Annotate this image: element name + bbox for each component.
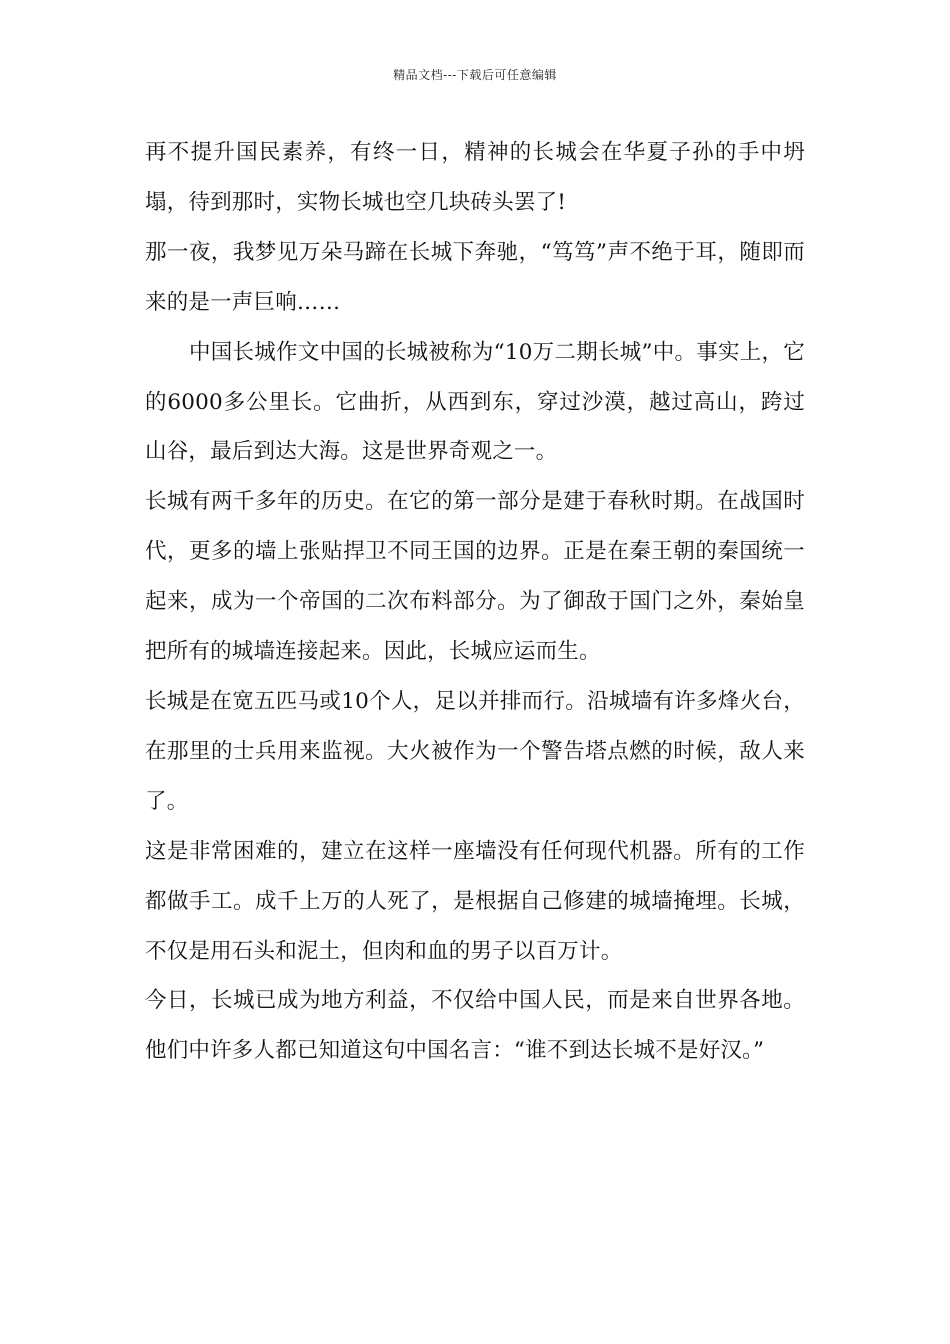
document-body — [145, 128, 805, 1076]
page-header: 精品文档---下载后可任意编辑 — [393, 68, 557, 82]
paragraph-2: 那一夜，我梦见万朵马蹄在长城下奔驰，“笃笃”声不绝于耳，随即而来的是一声巨响…… — [145, 239, 805, 315]
paragraph-4: 长城有两千多年的历史。在它的第一部分是建于春秋时期。在战国时代，更多的墙上张贴捍卫不同王国的边界。正是在秦王朝的秦国统一起来，成为一个帝国的二次布料部分。为了御敌于国门之外，秦始皇把所有的城墙连接起来。因此，长城应运而生。 — [145, 489, 805, 665]
paragraph-6: 这是非常困难的，建立在这样一座墙没有任何现代机器。所有的工作都做手工。成千上万的人死了，是根据自己修建的城墙掩埋。长城，不仅是用石头和泥土，但肉和血的男子以百万计。 — [145, 838, 805, 964]
paragraph-3: 中国长城作文中国的长城被称为“10万二期长城”中。事实上，它的6000多公里长。它曲折，从西到东，穿过沙漠，越过高山，跨过山谷，最后到达大海。这是世界奇观之一。 — [145, 339, 805, 465]
paragraph-7: 今日，长城已成为地方利益，不仅给中国人民，而是来自世界各地。他们中许多人都已知道这句中国名言：“谁不到达长城不是好汉。” — [145, 988, 805, 1064]
paragraph-1: 再不提升国民素养，有终一日，精神的长城会在华夏子孙的手中坍塌，待到那时，实物长城也空几块砖头罢了! — [145, 140, 805, 215]
paragraph-5: 长城是在宽五匹马或10个人，足以并排而行。沿城墙有许多烽火台，在那里的士兵用来监视。大火被作为一个警告塔点燃的时候，敌人来了。 — [145, 688, 805, 814]
